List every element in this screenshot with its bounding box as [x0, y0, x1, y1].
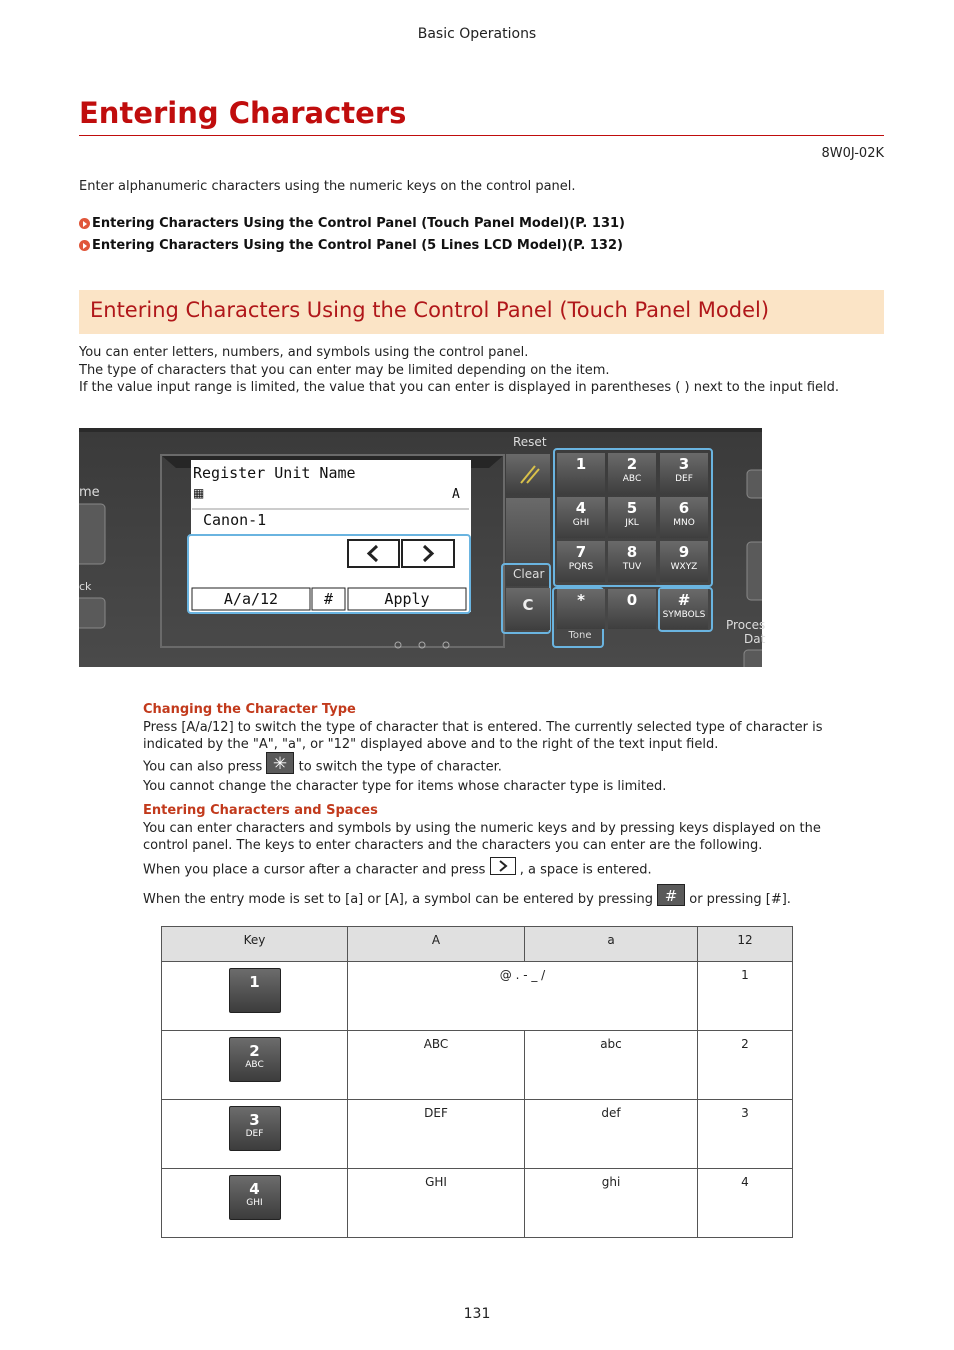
keypad-key-label [660, 501, 708, 528]
changing-type-heading: Changing the Character Type [143, 702, 356, 717]
hash-softkey[interactable]: # [323, 590, 334, 608]
space-entry-text [143, 857, 863, 883]
table-header: 12 [698, 927, 793, 962]
table-cell: DEF [348, 1100, 525, 1169]
table-cell: ghi [525, 1169, 698, 1238]
key-letters: JKL [625, 518, 639, 528]
table-cell: @ . - _ / [348, 962, 698, 1031]
key-number: * [577, 591, 585, 609]
link-touch-panel-model[interactable] [79, 216, 625, 231]
link-5-lines-lcd-model[interactable] [79, 238, 623, 253]
keypad-key-label [557, 501, 605, 528]
title-divider [79, 135, 884, 136]
key-number: 9 [678, 543, 690, 561]
key-letters: TUV [622, 562, 642, 572]
document-id: 8W0J-02K [821, 146, 884, 161]
link-label: Entering Characters Using the Control Panel (Touch Panel Model)(P. 131) [92, 216, 625, 231]
description-line: If the value input range is limited, the value that you can enter is displayed in parentheses ( ) next to the input field. [79, 380, 840, 395]
key-number: 4 [575, 499, 587, 517]
key-number: 7 [575, 543, 587, 561]
changing-type-note: You cannot change the character type for items whose character type is limited. [143, 779, 667, 794]
keypad-key-label [557, 457, 605, 475]
lcd-title: Register Unit Name [193, 464, 356, 482]
table-header: A [348, 927, 525, 962]
keypad-key-label [608, 501, 656, 528]
numeric-key-icon: 3 DEF [229, 1106, 281, 1151]
key-cell [162, 1169, 348, 1238]
table-header: Key [162, 927, 348, 962]
space-text: When you place a cursor after a character and press [143, 862, 486, 878]
section-description [79, 344, 889, 397]
table-cell: 3 [698, 1100, 793, 1169]
keypad-key-label [608, 545, 656, 572]
key-letters: SYMBOLS [662, 610, 706, 620]
table-header: a [525, 927, 698, 962]
space-text: , a space is entered. [519, 862, 652, 878]
table-cell: abc [525, 1031, 698, 1100]
entering-chars-text: You can enter characters and symbols by using the numeric keys and by pressing keys displayed on the control panel. The keys to enter characters and the characters you can enter are the following. [143, 821, 821, 853]
section-heading [79, 290, 884, 334]
key-letters: GHI [572, 518, 590, 528]
lcd-input-value: Canon-1 [203, 511, 267, 529]
numeric-key-icon: 1 [229, 968, 281, 1013]
table-row [162, 1031, 793, 1100]
page-title: Entering Characters [79, 96, 407, 130]
symbol-entry-text [143, 884, 863, 915]
character-table [161, 926, 793, 1238]
mode-softkey[interactable]: A/a/12 [223, 590, 279, 608]
left-edge-label: me [79, 485, 100, 500]
svg-text:#: # [664, 887, 678, 905]
key-letters: ABC [622, 474, 642, 484]
right-arrow-key-icon [490, 857, 516, 883]
lcd-mode-indicator: A [452, 487, 460, 502]
key-number: 8 [626, 543, 638, 561]
keypad-key-label [660, 457, 708, 484]
key-number: 1 [575, 455, 587, 473]
key-letters: WXYZ [670, 562, 698, 572]
key-number: 6 [678, 499, 690, 517]
section-title: Entering Characters Using the Control Panel (Touch Panel Model) [90, 298, 770, 322]
page-number: 131 [463, 1306, 491, 1322]
clear-label: Clear [513, 567, 545, 581]
tone-label: Tone [568, 630, 592, 641]
key-cell [162, 1031, 348, 1100]
key-number: 3 [678, 455, 690, 473]
key-letters: DEF [675, 474, 693, 484]
key-letters: PQRS [568, 562, 594, 572]
numeric-key-icon: 4 GHI [229, 1175, 281, 1220]
right-edge-label: Dat [744, 632, 766, 646]
tip-text: You can also press [143, 759, 263, 775]
keypad-key-label [608, 593, 656, 611]
description-line: You can enter letters, numbers, and symbols using the control panel. [79, 345, 529, 360]
keypad-key-label [557, 593, 605, 611]
left-edge-label: ck [79, 580, 92, 593]
keypad-key-label [608, 457, 656, 484]
right-edge-label: Proces [726, 618, 766, 632]
table-cell: 4 [698, 1169, 793, 1238]
key-number: 0 [626, 591, 638, 609]
keypad-key-label [660, 593, 708, 620]
keypad-key-label [557, 545, 605, 572]
clear-key[interactable]: C [522, 596, 534, 614]
apply-softkey[interactable]: Apply [384, 590, 430, 608]
table-row [162, 1100, 793, 1169]
link-label: Entering Characters Using the Control Panel (5 Lines LCD Model)(P. 132) [92, 238, 623, 253]
control-panel-illustration [79, 428, 766, 667]
table-cell: GHI [348, 1169, 525, 1238]
keypad-key-label [660, 545, 708, 572]
hash-key-icon [657, 884, 685, 915]
key-letters: MNO [673, 518, 695, 528]
symbol-text: or pressing [#]. [689, 892, 791, 907]
key-number: 5 [626, 499, 638, 517]
key-number: 2 [626, 455, 638, 473]
arrow-bullet-icon [79, 218, 90, 229]
tip-text: to switch the type of character. [298, 759, 502, 775]
table-cell: 1 [698, 962, 793, 1031]
arrow-bullet-icon [79, 240, 90, 251]
table-cell: ABC [348, 1031, 525, 1100]
key-number: # [677, 591, 691, 609]
symbol-text: When the entry mode is set to [a] or [A], a symbol can be entered by pressing [143, 892, 653, 907]
table-cell: def [525, 1100, 698, 1169]
table-cell: 2 [698, 1031, 793, 1100]
key-cell [162, 1100, 348, 1169]
table-row [162, 1169, 793, 1238]
changing-type-text: Press [A/a/12] to switch the type of character that is entered. The currently selected type of character is indicated by the "A", "a", or "12" displayed above and to the right of the text input field. [143, 720, 823, 752]
intro-text: Enter alphanumeric characters using the numeric keys on the control panel. [79, 179, 576, 194]
running-header: Basic Operations [417, 26, 537, 42]
reset-label: Reset [513, 435, 547, 449]
svg-text:✳: ✳ [273, 754, 288, 774]
table-row [162, 962, 793, 1031]
description-line: The type of characters that you can enter may be limited depending on the item. [79, 362, 610, 378]
numeric-key-icon: 2 ABC [229, 1037, 281, 1082]
key-cell [162, 962, 348, 1031]
keyboard-cursor-icon: ▦ [193, 486, 205, 500]
entering-chars-heading: Entering Characters and Spaces [143, 803, 378, 818]
